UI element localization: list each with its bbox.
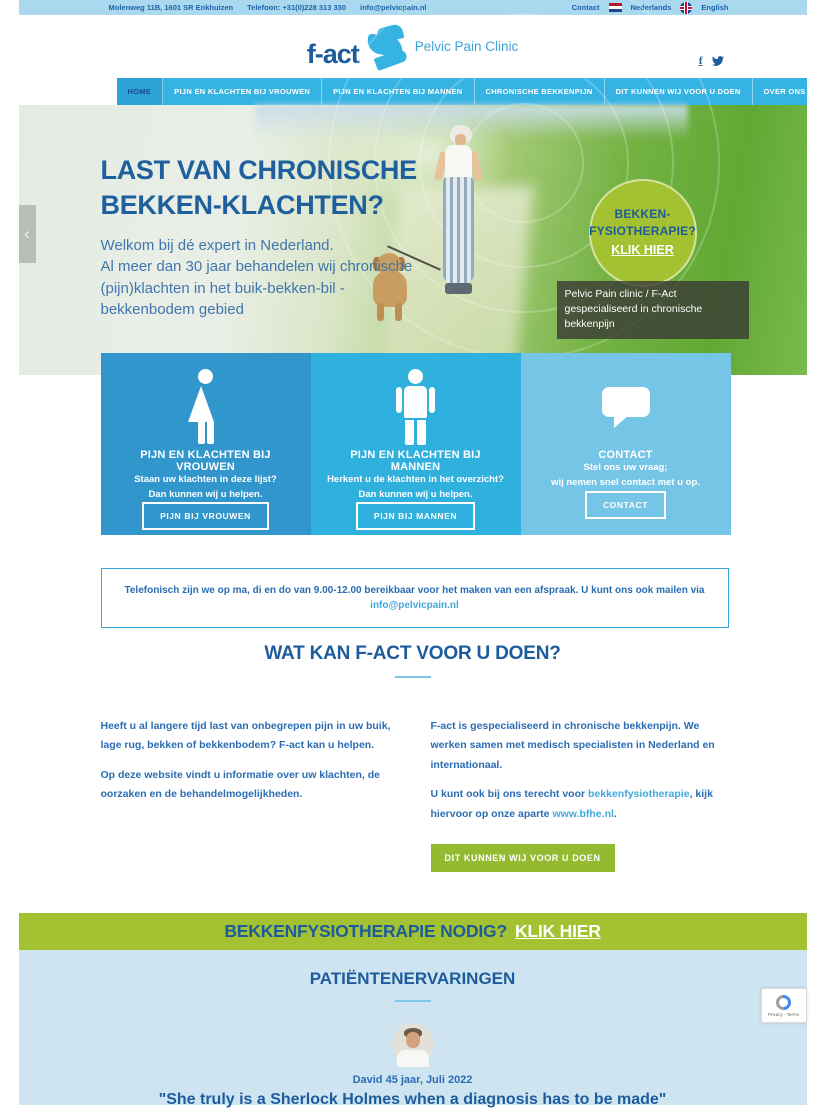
male-icon [394,369,438,445]
what-right-column [431,717,729,872]
hero-paragraph-line: Welkom bij dé expert in Nederland. [100,237,334,255]
card-line: Dan kunnen wij u helpen. [358,488,473,500]
icon-part [198,422,205,444]
hero-heading-line2: BEKKEN-KLACHTEN? [100,189,384,220]
hero-tooltip: Pelvic Pain clinic / F-Act gespecialiseerd in chronische bekkenpijn [557,281,749,339]
card-line: Staan uw klachten in deze lijst? [134,474,277,485]
notice-email-link[interactable]: info@pelvicpain.nl [370,600,459,611]
icon-part [405,420,414,445]
speech-bubble-icon [602,385,650,429]
icon-part [417,420,426,445]
card-pijn-mannen [311,353,521,535]
hero-heading [101,153,451,222]
testimonial-quote: "She truly is a Sherlock Holmes when a diagnosis has to be made" [158,1091,667,1109]
banner-klik-hier-link[interactable]: KLIK HIER [514,921,601,942]
card-icon-wrap [394,369,438,445]
twitter-icon[interactable] [712,55,724,67]
what-columns [101,717,729,872]
nav-item-pijn-vrouwen[interactable]: PIJN EN KLACHTEN BIJ VROUWEN [163,78,322,105]
dit-kunnen-wij-button[interactable]: DIT KUNNEN WIJ VOOR U DOEN [431,844,615,872]
card-title: PIJN EN KLACHTEN BIJ MANNEN [350,449,481,473]
contact-button[interactable]: CONTACT [585,491,666,519]
search-icon [818,86,825,97]
icon-part [408,369,423,384]
address-text: Molenweg 11B, 1601 SR Enkhuizen [108,3,234,12]
card-line: Stel ons uw vraag; [583,462,668,473]
language-english-link[interactable]: English [701,3,729,12]
right-paragraph-1: F-act is gespecialiseerd in chronische bekkenpijn. We werken samen met medisch specialisten in Nederland en internationaal. [430,720,715,771]
bfhe-link[interactable]: www.bfhe.nl [552,807,614,820]
contact-link[interactable]: Contact [571,3,600,12]
bekkenfysiotherapie-link[interactable]: bekkenfysiotherapie [588,788,690,801]
recaptcha-badge[interactable] [761,988,807,1023]
card-title: PIJN EN KLACHTEN BIJ VROUWEN [140,449,271,473]
notice-text: Telefonisch zijn we op ma, di en do van 9.00-12.00 bereikbaar voor het maken van een afspraak. U kunt ons ook mailen via [124,585,705,596]
hero-text-block [101,153,451,320]
avatar-face [406,1032,420,1048]
pijn-bij-mannen-button[interactable]: PIJN BIJ MANNEN [356,502,475,530]
icon-part [404,386,427,418]
email-link[interactable]: info@pelvicpain.nl [360,3,427,12]
right-p2-text: , kijk hiervoor op onze aparte [430,788,713,820]
card-line: wij nemen snel contact met u op. [551,476,700,488]
card-line: Dan kunnen wij u helpen. [148,488,263,500]
hero-paragraph [101,235,451,320]
testimonial-name: David 45 jaar, Juli 2022 [352,1074,473,1087]
bekkenfysiotherapie-banner [19,913,807,950]
right-p2-text: U kunt ook bij ons terecht voor [430,788,589,801]
card-pijn-vrouwen [101,353,311,535]
icon-part [207,422,214,444]
left-paragraph-2: Op deze website vindt u informatie over uw klachten, de oorzaken en de behandelmogelijkheden. [100,768,380,801]
card-icon-wrap [176,369,236,445]
uk-flag-icon[interactable] [680,2,692,14]
icon-part [429,387,435,413]
feature-cards [101,353,731,535]
recaptcha-icon [773,991,794,1012]
icon-part [602,387,650,417]
what-left-column [101,717,399,872]
pijn-bij-vrouwen-button[interactable]: PIJN BIJ VROUWEN [142,502,269,530]
banner-text: BEKKENFYSIOTHERAPIE NODIG? [224,921,507,942]
female-icon [176,369,236,445]
hero-paragraph-line: (pijn)klachten in het buik-bekken-bil - [100,279,345,297]
hero-banner [19,105,807,375]
carousel-prev-button[interactable]: ‹ [19,205,36,263]
icon-part [396,387,402,413]
recaptcha-privacy-terms: Privacy - Terms [768,1011,799,1017]
phone-text: Telefoon: +31(0)228 313 330 [247,3,346,12]
patient-experiences-section [19,950,807,1109]
hero-heading-line1: LAST VAN CHRONISCHE [100,155,417,185]
hero-paragraph-line: bekkenbodem gebied [100,300,244,318]
icon-part [188,386,214,422]
title-underline-decoration [395,1000,431,1002]
card-title: CONTACT [598,449,653,461]
nav-item-chronische-bekkenpijn[interactable]: CHRONISCHE BEKKENPIJN [475,78,605,105]
right-paragraph-2 [431,785,729,824]
avatar-coat [397,1050,429,1067]
left-paragraph-1: Heeft u al langere tijd last van onbegrepen pijn in uw buik, lage rug, bekken of bekkenbodem? F-act kan u helpen. [100,720,391,752]
right-p2-text: . [613,807,617,820]
bekkenfysiotherapie-badge[interactable] [589,179,697,287]
logo-text: f-act [306,38,359,69]
phone-hours-notice [101,568,729,628]
hero-paragraph-line: Al meer dan 30 jaar behandelen wij chronische [100,258,413,276]
nav-item-pijn-mannen[interactable]: PIJN EN KLACHTEN BIJ MANNEN [322,78,474,105]
icon-part [614,415,629,428]
nav-item-over-ons[interactable]: OVER ONS [753,78,818,105]
title-underline-decoration [395,676,431,678]
woman-face [455,134,466,145]
nav-item-dit-kunnen-wij[interactable]: DIT KUNNEN WIJ VOOR U DOEN [605,78,753,105]
logo-subtitle: Pelvic Pain Clinic [414,38,519,54]
badge-klik-hier-link[interactable]: KLIK HIER [611,243,674,258]
experiences-title: PATIËNTENERVARINGEN [309,969,516,989]
card-contact [521,353,731,535]
badge-text-line1: BEKKEN- [614,206,671,221]
topbar-contact-info [109,3,427,12]
section-title-what: WAT KAN F-ACT VOOR U DOEN? [264,643,561,664]
icon-part [198,369,213,384]
search-button[interactable] [818,78,825,105]
language-dutch-link[interactable]: Nederlands [630,3,672,12]
social-links [699,55,724,67]
card-line: Herkent u de klachten in het overzicht? [327,474,504,485]
badge-text-line2: FYSIOTHERAPIE? [589,224,696,238]
page [19,0,807,1109]
card-icon-wrap [602,369,650,445]
facebook-icon[interactable]: f [698,55,703,67]
nav-item-home[interactable]: HOME [117,78,164,105]
testimonial-avatar [392,1023,434,1065]
